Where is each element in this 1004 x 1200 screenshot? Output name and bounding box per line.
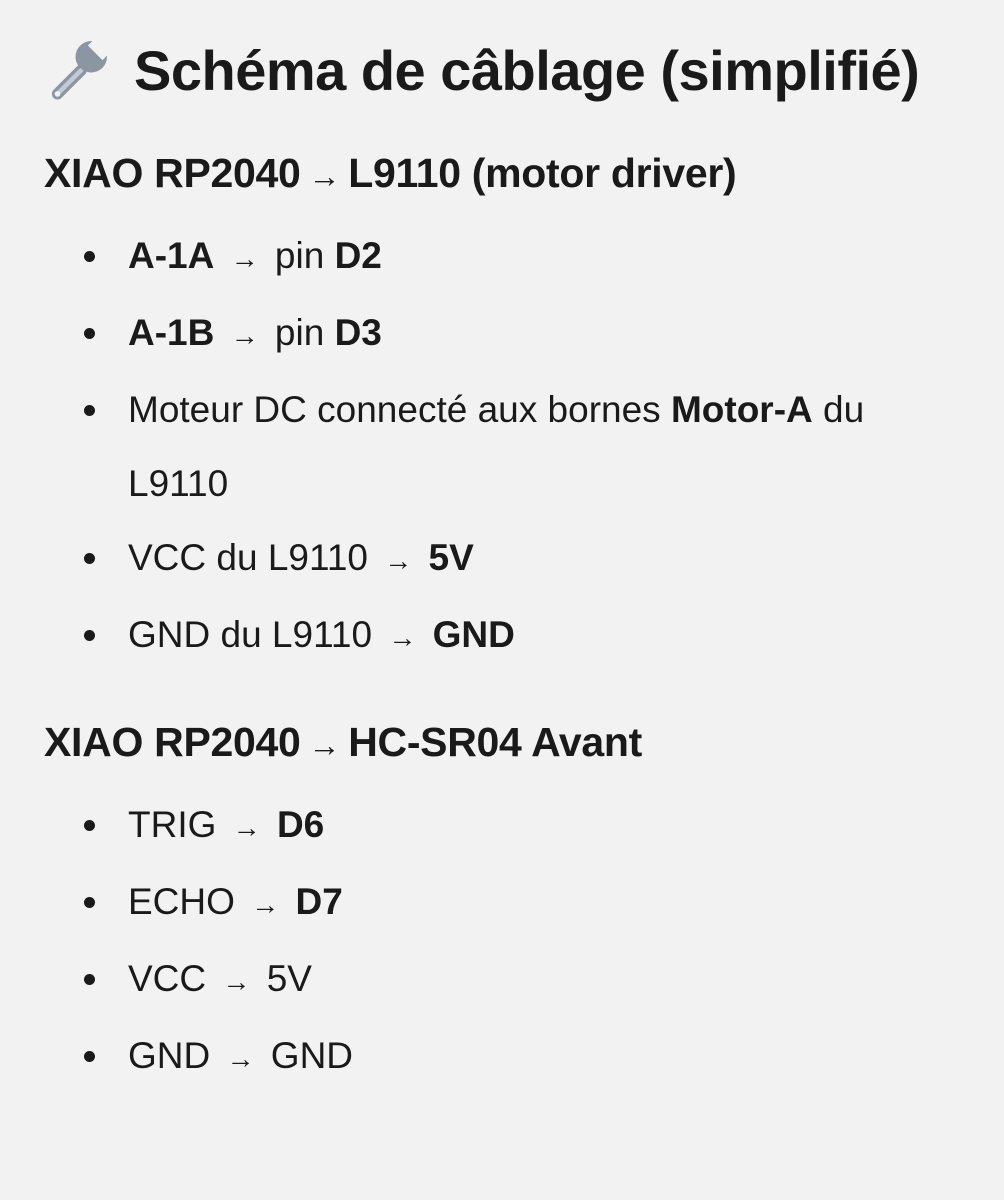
heading-target: HC-SR04 Avant [348,719,642,765]
pin-value: D6 [276,804,325,845]
bullet-icon [84,328,95,339]
pin-value: D2 [334,235,382,276]
list-item [44,219,970,296]
bullet-icon [84,251,95,262]
pin-label: TRIG [128,804,217,845]
page-title-text: Schéma de câblage (simplifié) [134,39,920,102]
arrow-icon: → [388,622,417,653]
connection-text: GND du L9110 [128,614,373,655]
bullet-icon [84,974,95,985]
connection-text: pin [274,235,325,276]
bullet-icon [84,630,95,641]
bullet-icon [84,820,95,831]
arrow-icon: → [308,727,341,763]
pin-value: D3 [334,312,382,353]
connection-text: du L9110 [128,389,865,504]
list-item [44,296,970,373]
arrow-icon: → [230,320,259,351]
section-heading-hc-sr04 [44,717,970,770]
bullet-icon [84,405,95,416]
pin-value: D7 [295,881,343,922]
connection-text: Moteur DC connecté aux bornes [128,389,661,430]
bullet-icon [84,897,95,908]
wiring-list-hc-sr04 [44,788,970,1096]
list-item [44,865,970,942]
list-item [44,1019,970,1096]
heading-target: L9110 (motor driver) [348,150,737,196]
pin-label: VCC [128,958,207,999]
arrow-icon: → [232,812,261,843]
heading-source: XIAO RP2040 [44,150,301,196]
bullet-icon [84,1051,95,1062]
list-item [44,942,970,1019]
heading-source: XIAO RP2040 [44,719,301,765]
pin-label: GND [128,1035,211,1076]
pin-label: A-1B [128,312,215,353]
arrow-icon: → [308,158,341,194]
wrench-icon [44,32,116,104]
pin-label: ECHO [128,881,235,922]
list-item [44,373,970,521]
list-item [44,598,970,675]
arrow-icon: → [251,889,280,920]
section-heading-l9110 [44,148,970,201]
pin-value: 5V [428,537,474,578]
arrow-icon: → [384,545,413,576]
pin-label: A-1A [128,235,215,276]
terminal-label: Motor-A [670,389,813,430]
page-title [44,28,970,114]
connection-text: VCC du L9110 [128,537,368,578]
pin-value: 5V [266,958,312,999]
arrow-icon: → [222,966,251,997]
wiring-list-l9110 [44,219,970,675]
pin-value: GND [432,614,515,655]
arrow-icon: → [226,1043,255,1074]
connection-text: pin [274,312,325,353]
list-item [44,788,970,865]
pin-value: GND [270,1035,354,1076]
list-item [44,521,970,598]
bullet-icon [84,553,95,564]
arrow-icon: → [230,243,259,274]
